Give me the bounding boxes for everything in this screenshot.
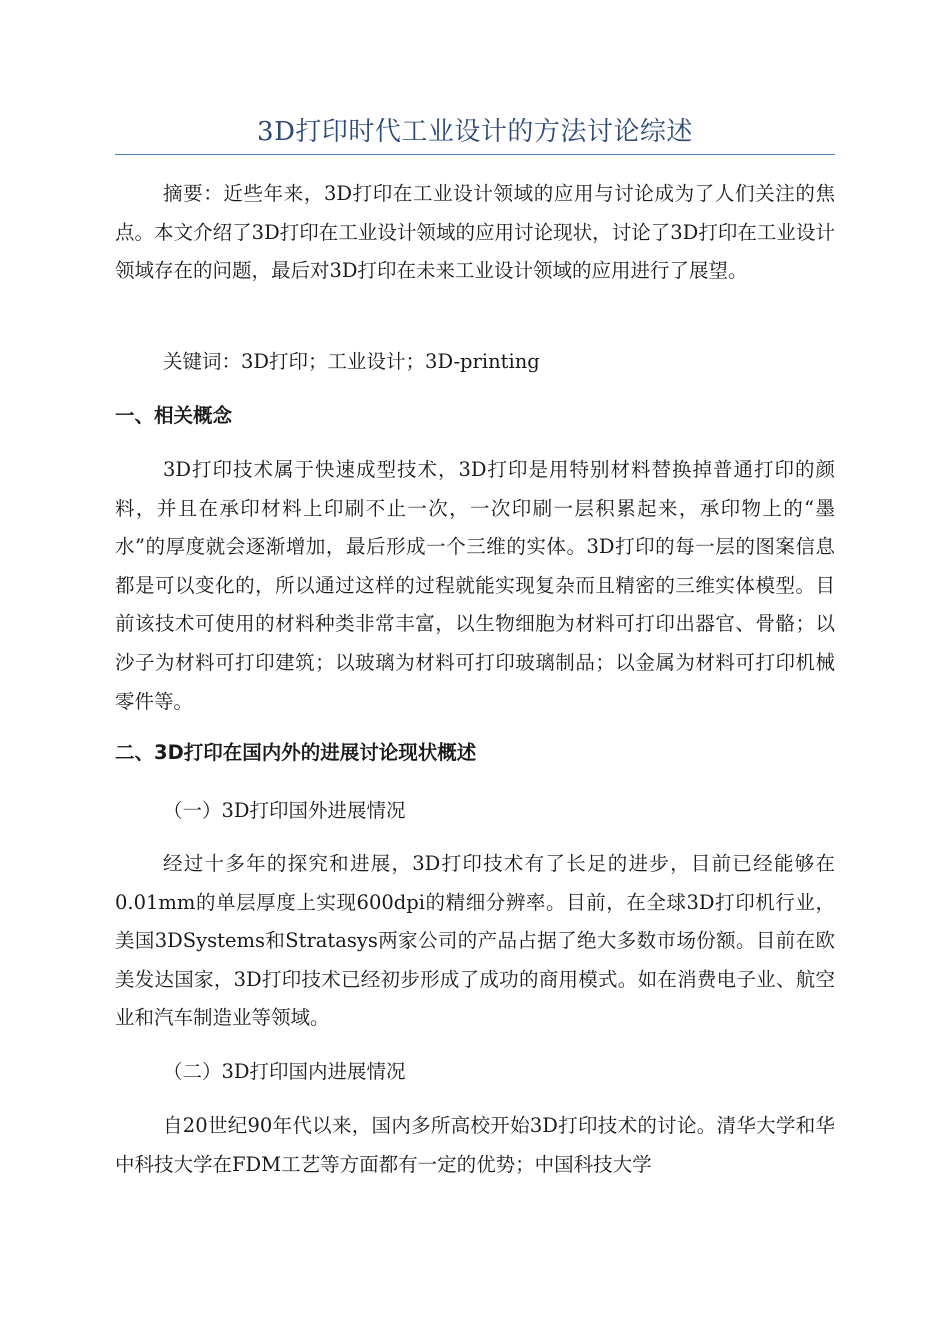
abstract-paragraph: 摘要：近些年来，3D打印在工业设计领域的应用与讨论成为了人们关注的焦点。本文介绍了3D打印在工业设计领域的应用讨论现状，讨论了3D打印在工业设计领域存在的问题，最后对3D打印在未来工业设计领域的应用进行了展望。 <box>115 182 835 283</box>
keywords-line: 关键词：3D打印；工业设计；3D-printing <box>163 350 540 373</box>
title-underline <box>115 154 835 155</box>
section-heading-2: 二、3D打印在国内外的进展讨论现状概述 <box>115 741 477 764</box>
subsection-heading-2-2: （二）3D打印国内进展情况 <box>163 1060 406 1083</box>
subsection-2-2-paragraph: 自20世纪90年代以来，国内多所高校开始3D打印技术的讨论。清华大学和华中科技大学在FDM工艺等方面都有一定的优势；中国科技大学 <box>115 1114 835 1176</box>
subsection-2-1-paragraph: 经过十多年的探究和进展，3D打印技术有了长足的进步，目前已经能够在0.01mm的单层厚度上实现600dpi的精细分辨率。目前，在全球3D打印机行业，美国3DSystems和Stratasys两家公司的产品占据了绝大多数市场份额。目前在欧美发达国家，3D打印技术已经初步形成了成功的商用模式。如在消费电子业、航空业和汽车制造业等领域。 <box>115 852 835 1030</box>
section-heading-1: 一、相关概念 <box>115 404 233 427</box>
section-1-paragraph: 3D打印技术属于快速成型技术，3D打印是用特别材料替换掉普通打印的颜料，并且在承印材料上印刷不止一次，一次印刷一层积累起来，承印物上的“墨水”的厚度就会逐渐增加，最后形成一个三维的实体。3D打印的每一层的图案信息都是可以变化的，所以通过这样的过程就能实现复杂而且精密的三维实体模型。目前该技术可使用的材料种类非常丰富，以生物细胞为材料可打印出器官、骨骼；以沙子为材料可打印建筑；以玻璃为材料可打印玻璃制品；以金属为材料可打印机械零件等。 <box>115 458 835 713</box>
document-title: 3D打印时代工业设计的方法讨论综述 <box>257 117 693 147</box>
subsection-heading-2-1: （一）3D打印国外进展情况 <box>163 799 406 822</box>
